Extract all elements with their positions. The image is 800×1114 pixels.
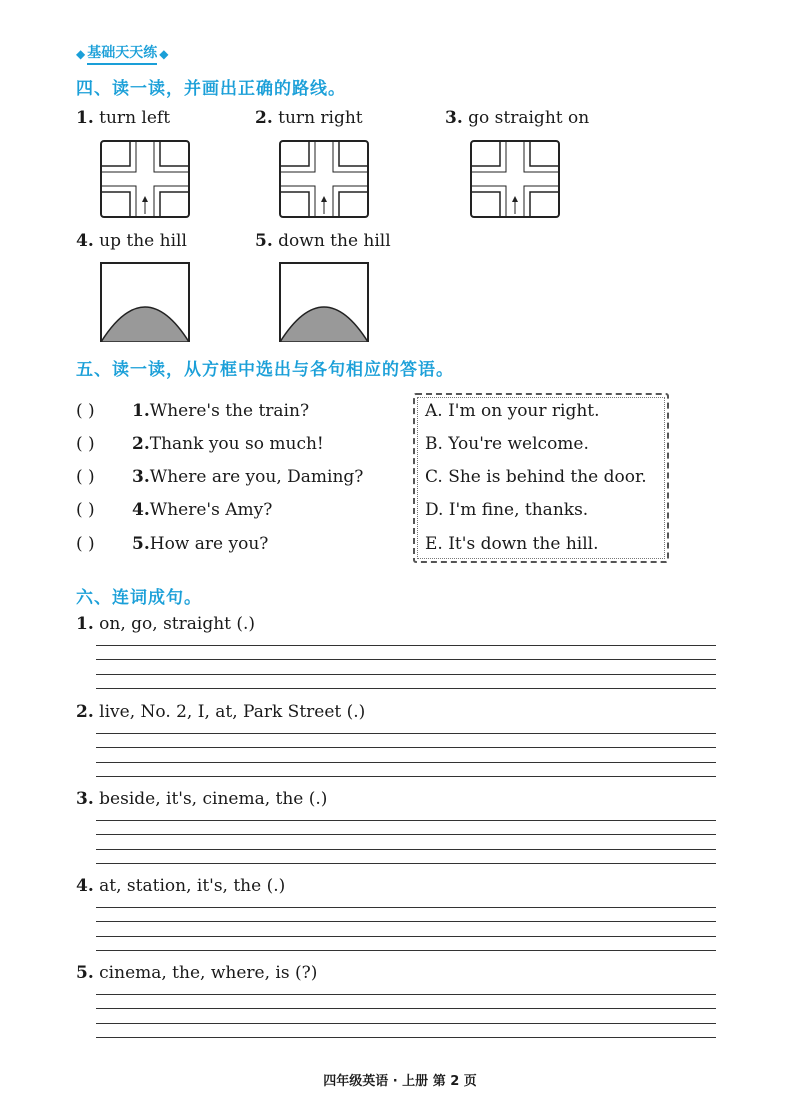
answer-option-a: A. I'm on your right. <box>425 401 600 421</box>
section5-title: 五、读一读，从方框中选出与各句相应的答语。 <box>76 360 454 380</box>
s4-item-1: 1. turn left <box>76 108 171 128</box>
page-footer: 四年级英语 · 上册 第 2 页 <box>323 1074 477 1089</box>
s4-item-5: 5. down the hill <box>255 231 391 251</box>
answer-option-e: E. It's down the hill. <box>425 534 599 554</box>
s4-item-3: 3. go straight on <box>445 108 590 128</box>
s4-item-4: 4. up the hill <box>76 231 187 251</box>
question-row: ( ) 4. Where's Amy? <box>76 500 273 520</box>
answer-option-d: D. I'm fine, thanks. <box>425 500 589 520</box>
answer-options-box <box>413 393 669 563</box>
question-row: ( ) 1. Where's the train? <box>76 401 310 421</box>
hill-diagram-1[interactable] <box>100 262 190 342</box>
answer-option-c: C. She is behind the door. <box>425 467 647 487</box>
answer-blank[interactable]: ( ) <box>76 500 95 520</box>
writing-lines[interactable] <box>96 733 716 777</box>
writing-lines[interactable] <box>96 820 716 864</box>
s6-item-1: 1. on, go, straight (.) <box>76 614 256 634</box>
crossroad-diagram-1[interactable] <box>100 140 190 218</box>
writing-lines[interactable] <box>96 907 716 951</box>
section6-title: 六、连词成句。 <box>76 588 202 608</box>
diamond-icon: ◆ <box>76 46 86 61</box>
s6-item-3: 3. beside, it's, cinema, the (.) <box>76 789 328 809</box>
header-badge <box>76 42 168 65</box>
answer-blank[interactable]: ( ) <box>76 434 95 454</box>
diamond-icon: ◆ <box>159 46 169 61</box>
answer-blank[interactable]: ( ) <box>76 401 95 421</box>
crossroad-diagram-2[interactable] <box>279 140 369 218</box>
answer-blank[interactable]: ( ) <box>76 534 95 554</box>
s6-item-4: 4. at, station, it's, the (.) <box>76 876 286 896</box>
answer-option-b: B. You're welcome. <box>425 434 589 454</box>
question-row: ( ) 3. Where are you, Daming? <box>76 467 364 487</box>
hill-diagram-2[interactable] <box>279 262 369 342</box>
question-row: ( ) 5. How are you? <box>76 534 269 554</box>
s6-item-2: 2. live, No. 2, I, at, Park Street (.) <box>76 702 366 722</box>
answer-blank[interactable]: ( ) <box>76 467 95 487</box>
writing-lines[interactable] <box>96 994 716 1038</box>
section4-title: 四、读一读，并画出正确的路线。 <box>76 79 346 99</box>
s4-item-2: 2. turn right <box>255 108 363 128</box>
writing-lines[interactable] <box>96 645 716 689</box>
s6-item-5: 5. cinema, the, where, is (?) <box>76 963 318 983</box>
badge-label: 基础天天练 <box>87 42 157 65</box>
crossroad-diagram-3[interactable] <box>470 140 560 218</box>
question-row: ( ) 2. Thank you so much! <box>76 434 324 454</box>
